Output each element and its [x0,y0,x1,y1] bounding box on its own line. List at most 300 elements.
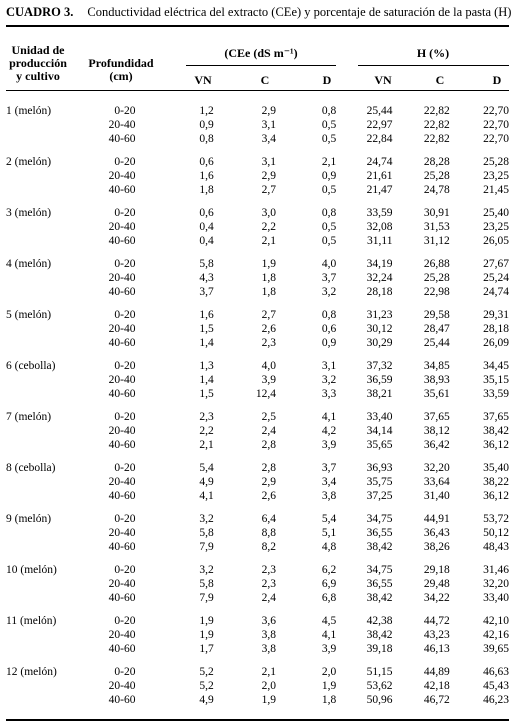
value-cell: 2,3 [261,578,277,590]
depth-cell: 0-20 [114,156,136,168]
value-cell: 2,2 [199,425,214,437]
value-cell: 4,1 [321,629,337,641]
value-cell: 5,4 [199,462,214,474]
value-cell: 42,38 [366,615,393,627]
value-cell: 22,84 [366,133,393,145]
value-cell: 2,4 [261,425,277,437]
top-rule [6,25,509,27]
value-cell: 31,46 [483,564,509,576]
value-cell: 46,23 [483,694,509,706]
table-row [6,591,509,605]
value-cell: 33,40 [483,592,509,604]
value-cell: 50,96 [366,694,393,706]
value-cell: 25,28 [483,156,509,168]
value-cell: 1,6 [199,309,214,321]
value-cell: 5,8 [199,527,214,539]
unit-cell [6,183,86,197]
value-cell: 21,47 [366,184,393,196]
value-cell: 2,7 [261,309,277,321]
value-cell: 3,8 [261,643,277,655]
value-cell: 0,5 [321,235,337,247]
value-cell: 50,12 [483,527,509,539]
value-cell: 6,8 [321,592,337,604]
depth-cell: 40-60 [108,694,136,706]
depth-cell: 40-60 [108,337,136,349]
value-cell: 0,4 [199,235,214,247]
table-row [6,220,509,234]
value-cell: 38,26 [423,541,450,553]
depth-cell: 0-20 [114,258,136,270]
unit-cell: 2 (melón) [6,156,52,168]
value-cell: 1,4 [199,374,214,386]
table-row [6,336,509,350]
depth-cell: 20-40 [108,374,136,386]
value-cell: 46,72 [423,694,450,706]
value-cell: 38,42 [483,425,509,437]
value-cell: 0,8 [321,309,337,321]
unit-cell [6,526,86,540]
unit-cell: 4 (melón) [6,258,52,270]
value-cell: 6,4 [261,513,277,525]
depth-cell: 0-20 [114,207,136,219]
table-row [6,693,509,707]
bottom-rule [6,719,509,721]
table-row [6,271,509,285]
group-spacer [6,350,509,359]
value-cell: 4,0 [321,258,337,270]
value-cell: 0,6 [199,156,214,168]
header-col-d: D [322,73,332,87]
table-row [6,359,509,373]
value-cell: 31,12 [423,235,450,247]
value-cell: 46,13 [423,643,450,655]
value-cell: 3,2 [199,564,214,576]
depth-cell: 40-60 [108,490,136,502]
group-spacer [6,503,509,512]
value-cell: 38,42 [366,629,393,641]
value-cell: 22,70 [483,119,509,131]
table-row [6,577,509,591]
value-cell: 36,55 [366,527,393,539]
depth-cell: 0-20 [114,513,136,525]
unit-cell [6,642,86,656]
value-cell: 6,2 [321,564,337,576]
unit-cell [6,693,86,707]
unit-cell: 12 (melón) [6,666,57,678]
header-cee-group: (CEe (dS m⁻¹) [224,46,298,60]
value-cell: 25,44 [366,105,393,117]
table-row [6,461,509,475]
unit-cell [6,591,86,605]
value-cell: 1,8 [199,184,214,196]
value-cell: 2,1 [199,439,214,451]
value-cell: 12,4 [255,388,277,400]
value-cell: 3,2 [321,286,337,298]
unit-cell: 10 (melón) [6,564,57,576]
table-row [6,526,509,540]
table-row [6,614,509,628]
value-cell: 37,32 [366,360,393,372]
table-row [6,424,509,438]
unit-cell [6,285,86,299]
table-row [6,132,509,146]
value-cell: 35,61 [423,388,450,400]
value-cell: 3,4 [321,476,337,488]
unit-cell [6,475,86,489]
value-cell: 29,31 [483,309,509,321]
group-spacer [6,452,509,461]
value-cell: 34,45 [483,360,509,372]
value-cell: 4,1 [321,411,337,423]
depth-cell: 20-40 [108,680,136,692]
header-col-c-h: C [435,73,445,87]
unit-cell [6,679,86,693]
value-cell: 3,2 [199,513,214,525]
unit-cell [6,132,86,146]
value-cell: 2,2 [261,221,277,233]
unit-cell [6,438,86,452]
table-row [6,512,509,526]
table-row [6,322,509,336]
unit-cell [6,118,86,132]
value-cell: 2,1 [261,235,277,247]
value-cell: 2,7 [261,184,277,196]
value-cell: 4,5 [321,615,337,627]
table-row [6,642,509,656]
value-cell: 28,18 [366,286,393,298]
depth-cell: 20-40 [108,425,136,437]
unit-cell [6,540,86,554]
value-cell: 5,4 [321,513,337,525]
value-cell: 3,4 [261,133,277,145]
table-row [6,373,509,387]
value-cell: 29,48 [423,578,450,590]
header-h-group: H (%) [416,46,450,60]
depth-cell: 0-20 [114,105,136,117]
value-cell: 1,8 [261,286,277,298]
value-cell: 36,55 [366,578,393,590]
value-cell: 25,28 [423,170,450,182]
table-row [6,387,509,401]
table-row [6,410,509,424]
value-cell: 28,47 [423,323,450,335]
table-row [6,438,509,452]
unit-cell: 11 (melón) [6,615,57,627]
value-cell: 46,63 [483,666,509,678]
depth-cell: 20-40 [108,476,136,488]
value-cell: 24,78 [423,184,450,196]
value-cell: 2,9 [261,170,277,182]
value-cell: 37,65 [423,411,450,423]
unit-cell: 9 (melón) [6,513,52,525]
value-cell: 36,12 [483,439,509,451]
value-cell: 0,9 [321,170,337,182]
value-cell: 39,18 [366,643,393,655]
unit-cell: 5 (melón) [6,309,52,321]
value-cell: 3,1 [321,360,337,372]
value-cell: 36,59 [366,374,393,386]
value-cell: 0,4 [199,221,214,233]
value-cell: 0,8 [321,105,337,117]
value-cell: 22,98 [423,286,450,298]
group-spacer [6,554,509,563]
value-cell: 5,8 [199,258,214,270]
table-row [6,183,509,197]
value-cell: 0,9 [321,337,337,349]
table-row [6,155,509,169]
value-cell: 38,93 [423,374,450,386]
table-row [6,563,509,577]
value-cell: 1,8 [321,694,337,706]
table-row [6,234,509,248]
value-cell: 45,43 [483,680,509,692]
value-cell: 26,88 [423,258,450,270]
value-cell: 35,65 [366,439,393,451]
value-cell: 25,28 [423,272,450,284]
value-cell: 0,5 [321,133,337,145]
unit-cell [6,577,86,591]
value-cell: 35,40 [483,462,509,474]
value-cell: 1,6 [199,170,214,182]
group-spacer [6,197,509,206]
value-cell: 23,25 [483,170,509,182]
table-row [6,206,509,220]
value-cell: 34,75 [366,513,393,525]
value-cell: 25,40 [483,207,509,219]
unit-cell [6,234,86,248]
value-cell: 32,20 [423,462,450,474]
value-cell: 1,9 [199,615,214,627]
value-cell: 42,18 [423,680,450,692]
value-cell: 2,3 [261,564,277,576]
value-cell: 29,58 [423,309,450,321]
value-cell: 2,5 [261,411,277,423]
value-cell: 2,0 [261,680,277,692]
value-cell: 28,18 [483,323,509,335]
depth-cell: 0-20 [114,564,136,576]
header-col-vn: VN [194,73,212,87]
value-cell: 33,40 [366,411,393,423]
value-cell: 35,75 [366,476,393,488]
value-cell: 36,42 [423,439,450,451]
depth-cell: 40-60 [108,643,136,655]
value-cell: 3,8 [261,629,277,641]
depth-cell: 20-40 [108,629,136,641]
value-cell: 21,61 [366,170,393,182]
value-cell: 43,23 [423,629,450,641]
value-cell: 31,40 [423,490,450,502]
depth-cell: 40-60 [108,541,136,553]
unit-cell: 6 (cebolla) [6,360,56,372]
value-cell: 38,22 [483,476,509,488]
value-cell: 1,9 [199,629,214,641]
group-spacer [6,401,509,410]
table-row [6,104,509,118]
value-cell: 5,8 [199,578,214,590]
value-cell: 30,12 [366,323,393,335]
value-cell: 4,0 [261,360,277,372]
table-row [6,285,509,299]
header-depth: Profundidad (cm) [88,56,154,83]
value-cell: 33,59 [366,207,393,219]
value-cell: 1,5 [199,388,214,400]
value-cell: 33,59 [483,388,509,400]
depth-cell: 40-60 [108,286,136,298]
group-spacer [6,605,509,614]
value-cell: 1,9 [261,258,277,270]
table-row [6,679,509,693]
value-cell: 42,10 [483,615,509,627]
table-row [6,118,509,132]
value-cell: 48,43 [483,541,509,553]
value-cell: 1,9 [261,694,277,706]
unit-cell [6,322,86,336]
header-col-vn-h: VN [374,73,392,87]
value-cell: 27,67 [483,258,509,270]
value-cell: 34,22 [423,592,450,604]
depth-cell: 0-20 [114,462,136,474]
data-table [6,104,509,707]
value-cell: 3,9 [261,374,277,386]
depth-cell: 20-40 [108,527,136,539]
value-cell: 36,93 [366,462,393,474]
value-cell: 3,7 [321,462,337,474]
value-cell: 44,89 [423,666,450,678]
value-cell: 0,6 [321,323,337,335]
value-cell: 2,0 [321,666,337,678]
value-cell: 7,9 [199,541,214,553]
value-cell: 34,14 [366,425,393,437]
value-cell: 39,65 [483,643,509,655]
depth-cell: 20-40 [108,578,136,590]
cee-group-rule [186,65,336,66]
depth-cell: 40-60 [108,439,136,451]
header-rule [6,90,509,91]
unit-cell: 3 (melón) [6,207,52,219]
value-cell: 2,9 [261,476,277,488]
value-cell: 1,3 [199,360,214,372]
value-cell: 22,82 [423,133,450,145]
value-cell: 31,11 [367,235,393,247]
value-cell: 0,6 [199,207,214,219]
value-cell: 3,9 [321,439,337,451]
value-cell: 3,3 [321,388,337,400]
value-cell: 2,8 [261,462,277,474]
value-cell: 53,72 [483,513,509,525]
value-cell: 3,0 [261,207,277,219]
depth-cell: 40-60 [108,592,136,604]
value-cell: 2,1 [261,666,277,678]
unit-cell: 8 (cebolla) [6,462,56,474]
depth-cell: 40-60 [108,388,136,400]
value-cell: 8,8 [261,527,277,539]
depth-cell: 20-40 [108,170,136,182]
value-cell: 23,25 [483,221,509,233]
depth-cell: 20-40 [108,119,136,131]
depth-cell: 20-40 [108,272,136,284]
unit-cell [6,220,86,234]
table-row [6,257,509,271]
value-cell: 4,9 [199,694,214,706]
value-cell: 34,85 [423,360,450,372]
value-cell: 7,9 [199,592,214,604]
value-cell: 0,8 [199,133,214,145]
unit-cell [6,424,86,438]
value-cell: 5,1 [321,527,337,539]
table-caption [6,5,511,20]
value-cell: 30,91 [423,207,450,219]
value-cell: 4,1 [199,490,214,502]
unit-cell [6,628,86,642]
unit-cell: 7 (melón) [6,411,52,423]
table-row [6,169,509,183]
header-col-c: C [260,73,270,87]
value-cell: 3,1 [261,156,277,168]
value-cell: 31,53 [423,221,450,233]
value-cell: 22,70 [483,105,509,117]
header-unit: Unidad de producción y cultivo [9,43,67,83]
group-spacer [6,248,509,257]
group-spacer [6,299,509,308]
value-cell: 32,24 [366,272,393,284]
value-cell: 38,42 [366,541,393,553]
unit-cell [6,271,86,285]
group-spacer [6,146,509,155]
value-cell: 1,4 [199,337,214,349]
value-cell: 35,15 [483,374,509,386]
value-cell: 32,08 [366,221,393,233]
value-cell: 1,9 [321,680,337,692]
value-cell: 8,2 [261,541,277,553]
depth-cell: 40-60 [108,133,136,145]
value-cell: 22,82 [423,105,450,117]
value-cell: 28,28 [423,156,450,168]
value-cell: 0,9 [199,119,214,131]
value-cell: 0,8 [321,207,337,219]
value-cell: 37,25 [366,490,393,502]
h-group-rule [358,65,509,66]
value-cell: 2,3 [199,411,214,423]
value-cell: 3,7 [321,272,337,284]
value-cell: 25,24 [483,272,509,284]
value-cell: 2,3 [261,337,277,349]
value-cell: 2,4 [261,592,277,604]
value-cell: 1,8 [261,272,277,284]
value-cell: 37,65 [483,411,509,423]
depth-cell: 40-60 [108,184,136,196]
value-cell: 0,5 [321,184,337,196]
value-cell: 21,45 [483,184,509,196]
depth-cell: 0-20 [114,309,136,321]
depth-cell: 40-60 [108,235,136,247]
unit-cell [6,336,86,350]
depth-cell: 0-20 [114,411,136,423]
value-cell: 2,6 [261,490,277,502]
value-cell: 30,29 [366,337,393,349]
value-cell: 26,05 [483,235,509,247]
value-cell: 44,72 [423,615,450,627]
value-cell: 38,21 [366,388,393,400]
caption-label: CUADRO 3. [6,5,74,19]
value-cell: 3,7 [199,286,214,298]
value-cell: 3,1 [261,119,277,131]
value-cell: 29,18 [423,564,450,576]
value-cell: 36,12 [483,490,509,502]
depth-cell: 20-40 [108,221,136,233]
unit-cell [6,489,86,503]
value-cell: 6,9 [321,578,337,590]
value-cell: 24,74 [483,286,509,298]
